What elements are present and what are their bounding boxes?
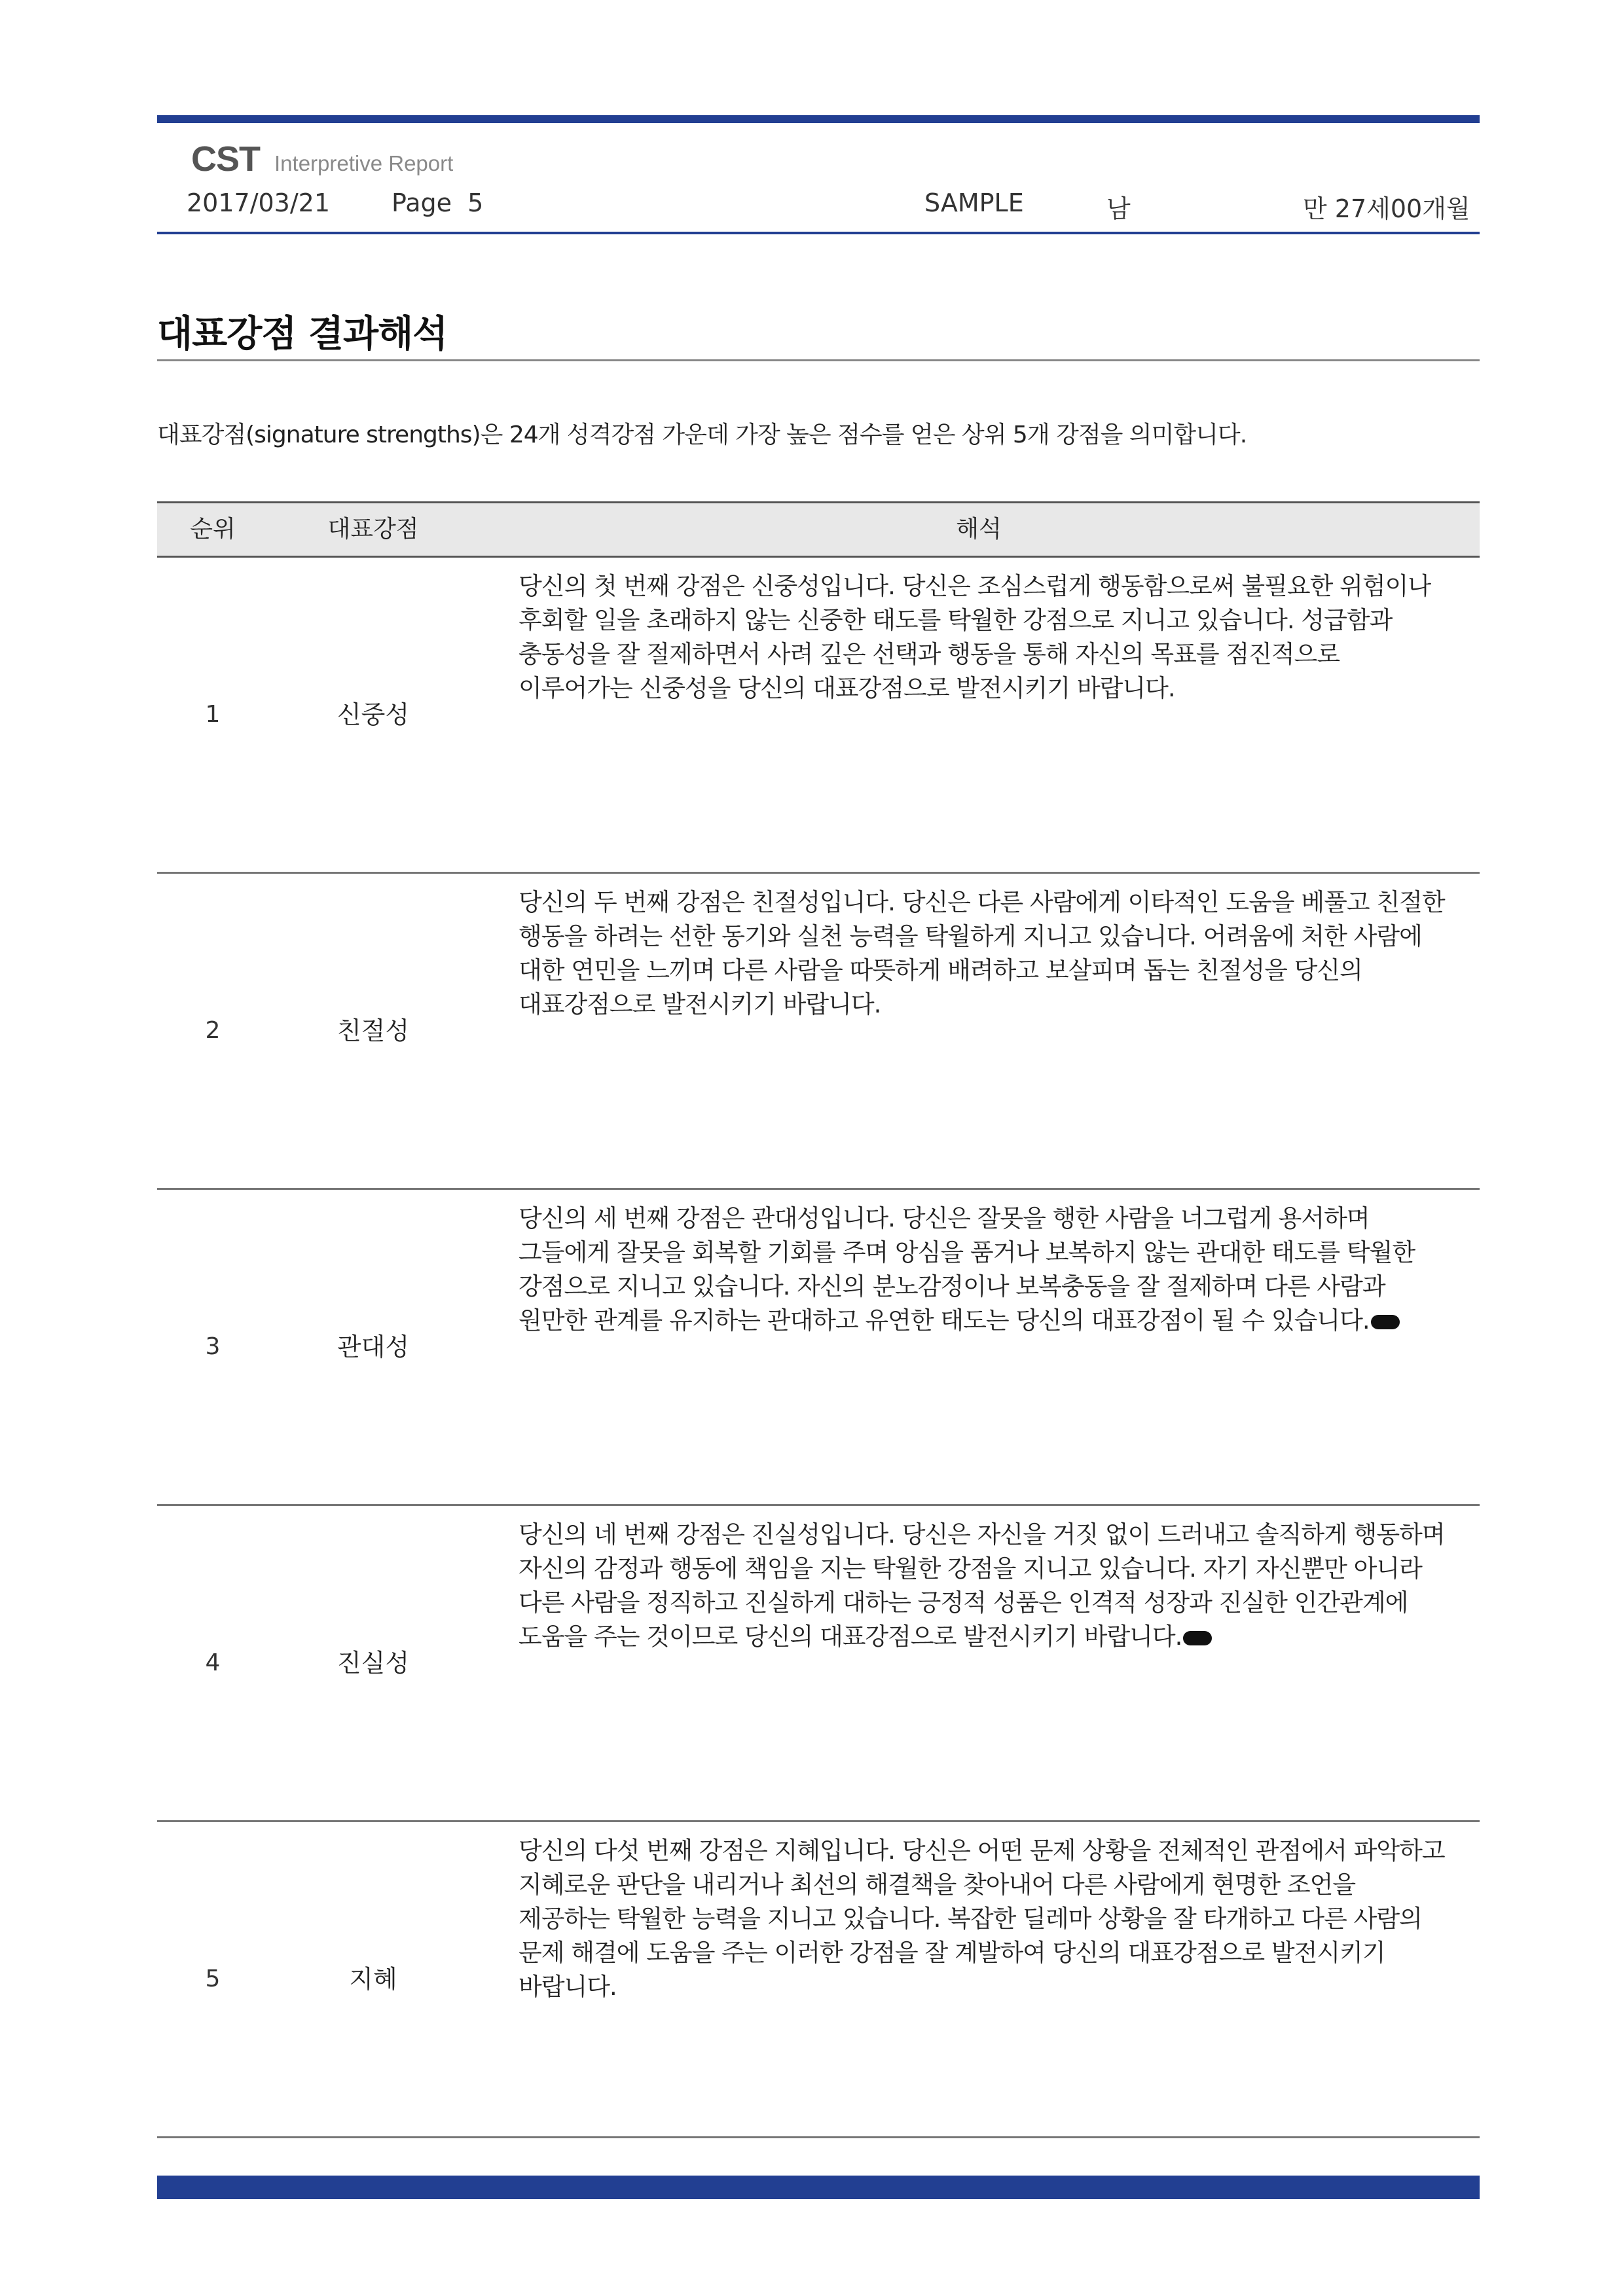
row-rank: 5 <box>205 1965 221 1992</box>
report-date: 2017/03/21 <box>187 188 331 217</box>
top-accent-bar <box>157 115 1480 123</box>
row-strength: 지혜 <box>349 1965 397 1994</box>
interpretation-line: 이루어가는 신중성을 당신의 대표강점으로 발전시키기 바랍니다. <box>519 674 1175 702</box>
interpretation-line <box>519 1620 1474 1654</box>
row-strength: 신중성 <box>337 700 410 729</box>
interpretation-line: 행동을 하려는 선한 동기와 실천 능력을 탁월하게 지니고 있습니다. 어려움에 처한 사람에 <box>519 922 1422 950</box>
interpretation-line: 제공하는 탁월한 능력을 지니고 있습니다. 복잡한 딜레마 상황을 잘 타개하고 다른 사람의 <box>519 1905 1422 1933</box>
interpretation-line: 문제 해결에 도움을 주는 이러한 강점을 잘 계발하여 당신의 대표강점으로 발전시키기 <box>519 1939 1385 1967</box>
row-interpretation <box>519 1518 1474 1654</box>
row-strength: 진실성 <box>337 1649 410 1677</box>
column-header-rank: 순위 <box>190 516 236 543</box>
column-header-strength: 대표강점 <box>327 516 419 543</box>
interpretation-line: 당신의 네 번째 강점은 진실성입니다. 당신은 자신을 거짓 없이 드러내고 솔직하게 행동하며 <box>519 1520 1445 1549</box>
interpretation-line-text: 원만한 관계를 유지하는 관대하고 유연한 태도는 당신의 대표강점이 될 수 있습니다. <box>519 1306 1370 1335</box>
interpretation-line: 다른 사람을 정직하고 진실하게 대하는 긍정적 성품은 인격적 성장과 진실한 인간관계에 <box>519 1588 1408 1617</box>
row-interpretation <box>519 569 1474 706</box>
interpretation-line: 대한 연민을 느끼며 다른 사람을 따뜻하게 배려하고 보살피며 돕는 친절성을 당신의 <box>519 956 1362 984</box>
header-divider <box>157 232 1480 234</box>
row-rank: 4 <box>205 1649 221 1676</box>
brand-logo: CST <box>191 139 260 179</box>
interpretation-line: 당신의 첫 번째 강점은 신중성입니다. 당신은 조심스럽게 행동함으로써 불필요한 위험이나 <box>519 572 1431 600</box>
title-divider <box>157 359 1480 361</box>
brand-subtitle: Interpretive Report <box>274 151 454 175</box>
interpretation-line <box>519 1304 1474 1338</box>
interpretation-line: 당신의 다섯 번째 강점은 지혜입니다. 당신은 어떤 문제 상황을 전체적인 관점에서 파악하고 <box>519 1837 1445 1865</box>
interpretation-line: 강점으로 지니고 있습니다. 자신의 분노감정이나 보복충동을 잘 절제하며 다른 사람과 <box>519 1272 1385 1300</box>
subject-age: 만 27세00개월 <box>1303 194 1470 223</box>
row-strength: 친절성 <box>337 1016 410 1045</box>
column-header-interpretation: 해석 <box>956 516 1002 543</box>
report-brand <box>191 139 453 178</box>
subject-name: SAMPLE <box>924 188 1024 217</box>
table-row <box>157 874 1480 1190</box>
row-rank: 2 <box>205 1017 221 1044</box>
table-header <box>157 501 1480 558</box>
interpretation-line: 바랍니다. <box>519 1973 617 2001</box>
section-intro: 대표강점(signature strengths)은 24개 성격강점 가운데 가장 높은 점수를 얻은 상위 5개 강점을 의미합니다. <box>157 422 1247 448</box>
interpretation-line: 당신의 두 번째 강점은 친절성입니다. 당신은 다른 사람에게 이타적인 도움을 베풀고 친절한 <box>519 888 1445 916</box>
interpretation-line: 충동성을 잘 절제하면서 사려 깊은 선택과 행동을 통해 자신의 목표를 점진적으로 <box>519 640 1340 668</box>
interpretation-line: 지혜로운 판단을 내리거나 최선의 해결책을 찾아내어 다른 사람에게 현명한 조언을 <box>519 1871 1356 1899</box>
row-strength: 관대성 <box>337 1333 410 1361</box>
interpretation-line: 그들에게 잘못을 회복할 기회를 주며 앙심을 품거나 보복하지 않는 관대한 태도를 탁월한 <box>519 1238 1415 1266</box>
redaction-mark <box>1183 1631 1212 1645</box>
interpretation-line-text: 도움을 주는 것이므로 당신의 대표강점으로 발전시키기 바랍니다. <box>519 1623 1182 1651</box>
table-row <box>157 558 1480 874</box>
page-number: Page 5 <box>392 188 484 217</box>
bottom-accent-bar <box>157 2176 1480 2199</box>
interpretation-line: 당신의 세 번째 강점은 관대성입니다. 당신은 잘못을 행한 사람을 너그럽게 용서하며 <box>519 1204 1370 1232</box>
table-row <box>157 1822 1480 2138</box>
row-interpretation <box>519 1834 1474 2004</box>
row-interpretation <box>519 886 1474 1022</box>
row-rank: 3 <box>205 1333 221 1360</box>
table-row <box>157 1190 1480 1506</box>
subject-gender: 남 <box>1106 194 1131 223</box>
section-title: 대표강점 결과해석 <box>157 313 448 355</box>
row-interpretation <box>519 1202 1474 1338</box>
redaction-mark <box>1371 1315 1400 1329</box>
signature-strengths-table <box>157 501 1480 2138</box>
interpretation-line: 후회할 일을 초래하지 않는 신중한 태도를 탁월한 강점으로 지니고 있습니다. 성급함과 <box>519 606 1393 634</box>
row-rank: 1 <box>205 701 221 728</box>
interpretation-line: 자신의 감정과 행동에 책임을 지는 탁월한 강점을 지니고 있습니다. 자기 자신뿐만 아니라 <box>519 1554 1422 1583</box>
table-row <box>157 1506 1480 1822</box>
interpretation-line: 대표강점으로 발전시키기 바랍니다. <box>519 990 881 1018</box>
